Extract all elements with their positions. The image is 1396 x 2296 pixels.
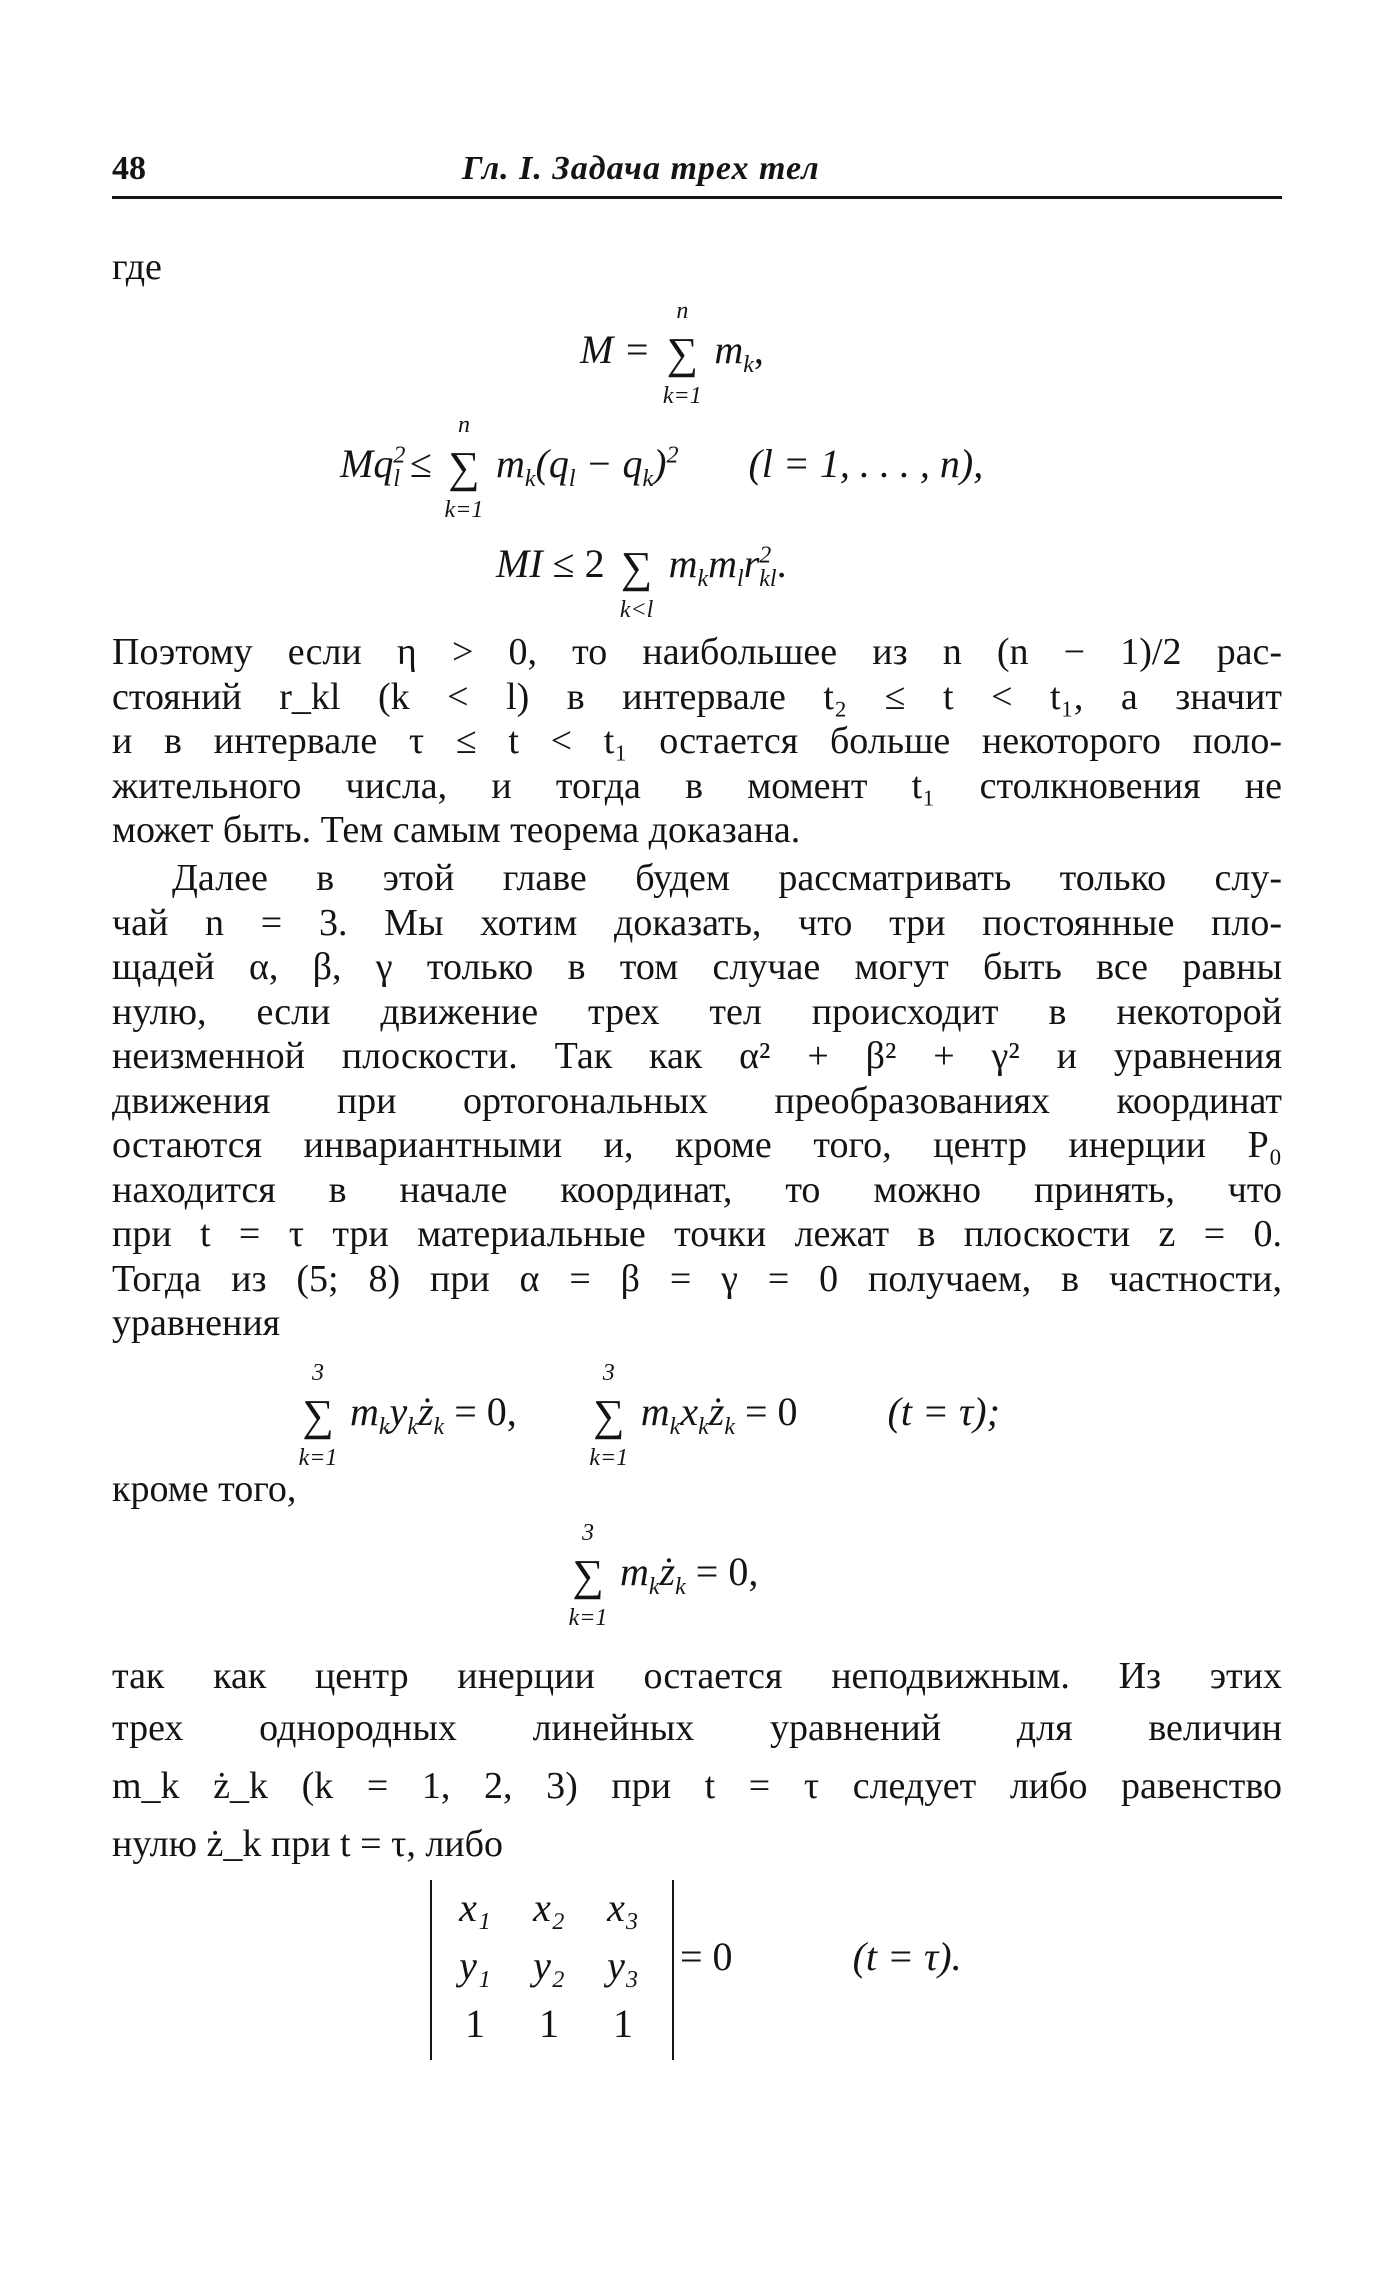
p3-line-3: m_k ż_k (k = 1, 2, 3) при t = τ следует либо равенство	[112, 1765, 1282, 1807]
eq2-paren: (q	[535, 441, 569, 486]
eq3-relation: ≤ 2	[552, 541, 605, 586]
eq5-tail: = 0,	[685, 1549, 759, 1594]
eq4-left-var: y	[389, 1389, 408, 1434]
header-rule	[112, 196, 1282, 199]
eq2-condition: (l = 1, . . . , n),	[748, 441, 984, 486]
eq5-dot: ż	[659, 1549, 676, 1594]
eq1-sum-top: n	[676, 297, 689, 324]
eq4-right-sub3: k	[724, 1414, 735, 1440]
eq4-right-dot: ż	[708, 1389, 725, 1434]
p2-line-8: находится в начале координат, то можно принять, что	[112, 1168, 1282, 1211]
eq4-left-sum-top: 3	[312, 1359, 324, 1386]
eq4-right-sum-bottom: k=1	[589, 1444, 629, 1471]
eq2-rhs-sub: k	[524, 466, 536, 492]
eq1-sum-bottom: k=1	[662, 382, 702, 409]
eq4-left-sub3: k	[433, 1414, 445, 1440]
eq4-right-sum-sign: 3 ∑ k=1	[587, 1394, 631, 1438]
eq5-sum-bottom: k=1	[568, 1604, 608, 1631]
eq5-sum-sign: 3 ∑ k=1	[566, 1554, 610, 1598]
p2-line-2: чай n = 3. Мы хотим доказать, что три постоянные пло-	[112, 901, 1282, 944]
page-number: 48	[112, 150, 146, 187]
eq2-lhs-sub: l	[393, 466, 400, 492]
eq3-sum-sign: ∑ k<l	[615, 546, 659, 590]
p2-line-7: остаются инвариантными и, кроме того, центр инерции P₀	[112, 1124, 1282, 1166]
eq2-close-sup: 2	[666, 442, 679, 469]
paragraph-3	[112, 1650, 1282, 1870]
eq4-right-sub2: k	[698, 1414, 709, 1440]
eq4-left-tail: = 0,	[444, 1389, 517, 1434]
eq3-tail: .	[776, 541, 787, 586]
p1-line-1: Поэтому если η > 0, то наибольшее из n (n − 1)/2 рас-	[112, 631, 1282, 673]
paragraph-1	[112, 630, 1282, 853]
eq1-lhs: M =	[580, 327, 651, 372]
running-head: Гл. I. Задача трех тел	[462, 150, 820, 187]
p3-line-1: так как центр инерции остается неподвижным. Из этих	[112, 1655, 1282, 1697]
p1-line-4: жительного числа, и тогда в момент t₁ столкновения не	[112, 764, 1282, 807]
eq3-rhs3: r	[743, 541, 760, 586]
eq2-rhs: m	[495, 441, 525, 486]
p2-line-5: неизменной плоскости. Так как α² + β² + γ² и уравнения	[112, 1035, 1282, 1077]
eq4-right-sum-top: 3	[602, 1359, 615, 1386]
det-cell-3-1: 1	[465, 2001, 485, 2046]
determinant-rest	[680, 1933, 962, 1980]
eq4-condition: (t = τ);	[887, 1389, 1000, 1434]
eq5-sub2: k	[675, 1574, 686, 1600]
eq2-lhs: Mq	[340, 441, 394, 486]
determinant-matrix	[430, 1880, 674, 2060]
eq3-rhs: m	[668, 541, 698, 586]
p2-line-9: при t = τ три материальные точки лежат в плоскости z = 0.	[112, 1213, 1282, 1255]
equation-inertia-inequality	[496, 540, 787, 623]
eq3-rhs3-sub: kl	[759, 566, 777, 592]
eq1-tail: ,	[753, 327, 764, 372]
det-cell-2-1: y₁	[459, 1943, 491, 1988]
eq3-rhs-sub1: k	[697, 566, 709, 592]
eq3-lhs: MI	[496, 541, 543, 586]
intro-word: где	[112, 246, 162, 288]
eq2-relation: ≤	[410, 441, 432, 486]
eq1-rhs: m	[714, 327, 744, 372]
det-cell-1-2: x₂	[533, 1885, 565, 1930]
det-cell-2-2: y₂	[533, 1943, 565, 1988]
eq2-sum-bottom: k=1	[444, 496, 484, 523]
besides-text: кроме того,	[112, 1468, 297, 1510]
p1-line-2: стояний r_kl (k < l) в интервале t₂ ≤ t < t₁, а значит	[112, 675, 1282, 718]
eq3-rhs2: m	[708, 541, 738, 586]
det-condition: (t = τ).	[852, 1934, 962, 1979]
eq2-sum-sign: n ∑ k=1	[442, 446, 486, 490]
eq2-minus: − q	[575, 441, 643, 486]
eq4-left-sum-sign: 3 ∑ k=1	[296, 1394, 340, 1438]
p3-line-2: трех однородных линейных уравнений для величин	[112, 1707, 1282, 1749]
det-cell-3-3: 1	[613, 2001, 633, 2046]
eq4-left-dot: ż	[417, 1389, 434, 1434]
eq4-left-sum-bottom: k=1	[298, 1444, 338, 1471]
eq2-paren-sub2: k	[642, 466, 654, 492]
eq4-right-body: m	[640, 1389, 670, 1434]
eq1-sum-sign: n ∑ k=1	[660, 332, 704, 376]
det-equals: = 0	[680, 1934, 733, 1979]
eq5-body: m	[620, 1549, 649, 1594]
det-cell-1-1: x₁	[459, 1885, 491, 1930]
eq5-sum-top: 3	[582, 1519, 594, 1546]
eq3-rhs-sub2: l	[737, 566, 744, 592]
p1-line-3: и в интервале τ ≤ t < t₁ остается больше некоторого поло-	[112, 720, 1282, 762]
eq2-lhs-sup: 2	[393, 442, 406, 469]
equation-mass-sum	[580, 297, 764, 409]
p3-line-4: нулю ż_k при t = τ, либо	[112, 1823, 503, 1865]
eq2-sum-top: n	[457, 411, 470, 438]
eq4-left-sub2: k	[407, 1414, 418, 1440]
p2-line-4: нулю, если движение трех тел происходит в некоторой	[112, 990, 1282, 1033]
eq4-right-var: x	[680, 1389, 699, 1434]
det-cell-2-3: y₃	[607, 1943, 639, 1988]
p2-line-11: уравнения	[112, 1302, 281, 1344]
equation-moment-inequality	[340, 411, 984, 523]
page-header	[112, 150, 1282, 198]
equation-center-of-inertia	[566, 1519, 759, 1631]
p2-line-6: движения при ортогональных преобразованиях координат	[112, 1079, 1282, 1122]
p2-line-3: щадей α, β, γ только в том случае могут быть все равны	[112, 946, 1282, 988]
eq5-sub1: k	[648, 1574, 660, 1600]
eq4-left-body: m	[350, 1389, 379, 1434]
eq1-rhs-sub: k	[743, 352, 754, 378]
eq4-left-sub1: k	[378, 1414, 390, 1440]
p1-line-5: может быть. Тем самым теорема доказана.	[112, 809, 801, 851]
eq3-sum-bottom: k<l	[619, 596, 654, 623]
det-cell-1-3: x₃	[607, 1885, 639, 1930]
eq3-rhs3-sup: 2	[759, 542, 772, 569]
eq2-close: )	[653, 441, 667, 486]
det-cell-3-2: 1	[539, 2001, 559, 2046]
eq4-right-sub1: k	[669, 1414, 681, 1440]
p2-line-10: Тогда из (5; 8) при α = β = γ = 0 получаем, в частности,	[112, 1257, 1282, 1300]
eq2-paren-sub1: l	[568, 466, 576, 492]
paragraph-2	[112, 856, 1282, 1346]
eq4-right-tail: = 0	[734, 1389, 798, 1434]
equation-angular-momentum-z	[296, 1359, 1000, 1471]
p2-line-1: Далее в этой главе будем рассматривать только слу-	[172, 857, 1282, 899]
